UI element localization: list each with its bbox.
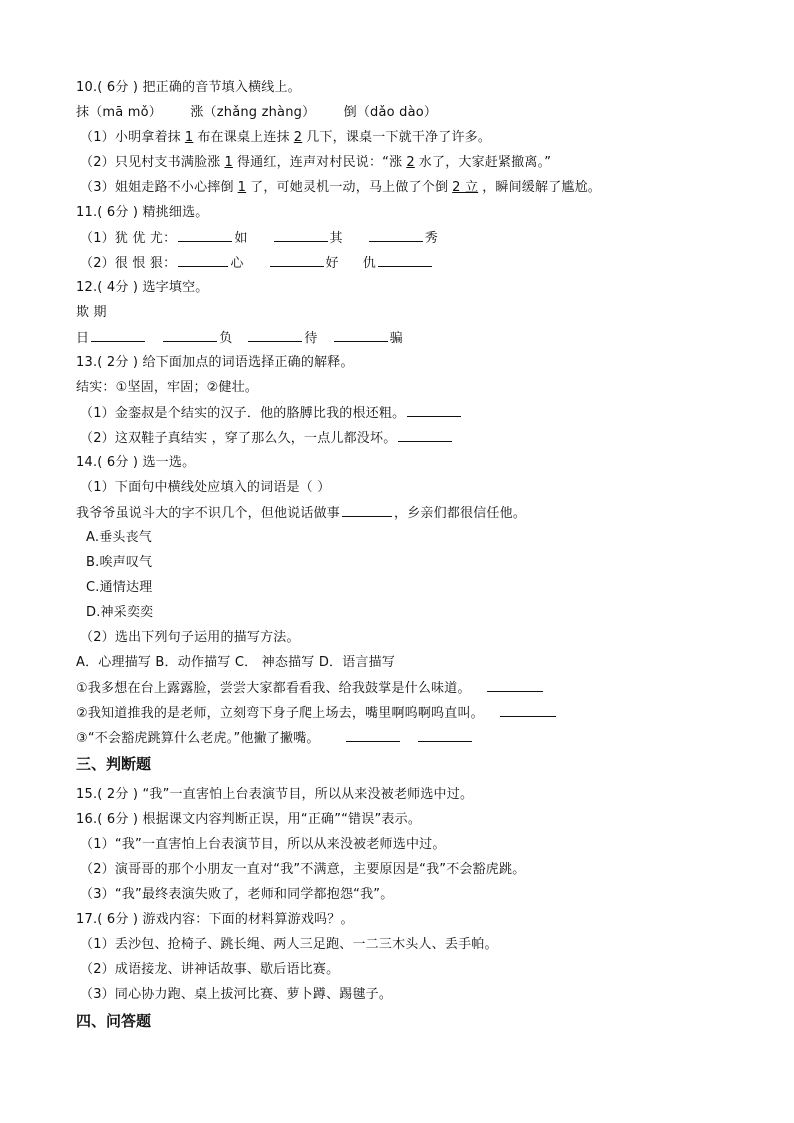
word: 如 [234, 231, 248, 246]
text: ③“不会豁虎跳算什么老虎。”他撇了撇嘴。 [76, 731, 320, 746]
word: 负 [219, 331, 233, 346]
q14-methods: A．心理描写 B．动作描写 C． 神态描写 D．语言描写 [76, 655, 396, 670]
word: 其 [329, 231, 343, 246]
text: 几下，课桌一下就干净了许多。 [306, 130, 492, 145]
text: 布在课桌上连抹 [197, 130, 290, 145]
text: ①我多想在台上露露脸，尝尝大家都看看我、给我鼓掌是什么味道。 [76, 681, 471, 696]
answer-blank[interactable] [487, 679, 543, 692]
q10-char-2: 涨（zhǎng zhàng） [190, 105, 316, 120]
section-3-title: 三、判断题 [76, 755, 152, 773]
answer-blank[interactable] [378, 254, 432, 267]
q10-char-1: 抹（mā mǒ） [76, 105, 162, 120]
q14-part-1: （1）下面句中横线处应填入的词语是（ ） [80, 480, 331, 495]
blank-2[interactable]: 2 [406, 155, 415, 170]
answer-blank[interactable] [346, 729, 400, 742]
answer-blank[interactable] [248, 329, 302, 342]
text: （1）金銮叔是个结实的汉子．他的胳膊比我的根还粗。 [80, 406, 406, 421]
q10-heading: 10.( 6分 ) 把正确的音节填入横线上。 [76, 80, 301, 95]
blank-2[interactable]: 2 立 [452, 180, 479, 195]
answer-blank[interactable] [369, 229, 423, 242]
blank-1[interactable]: 1 [184, 130, 194, 145]
q10-char-3: 倒（dǎo dào） [343, 105, 438, 120]
answer-blank[interactable] [163, 329, 217, 342]
blank-2[interactable]: 2 [293, 130, 303, 145]
answer-blank[interactable] [418, 729, 472, 742]
answer-blank[interactable] [342, 504, 392, 517]
q14-part-2: （2）选出下列句子运用的描写方法。 [80, 630, 300, 645]
q16-statement-1: （1）“我”一直害怕上台表演节目，所以从来没被老师选中过。 [80, 837, 446, 852]
answer-blank[interactable] [178, 229, 232, 242]
blank-1[interactable]: 1 [224, 155, 233, 170]
text: （1）小明拿着抹 [80, 130, 181, 145]
section-4-title: 四、问答题 [76, 1012, 152, 1030]
text: 我爷爷虽说斗大的字不识几个，但他说话做事 [76, 506, 341, 521]
q13-definition: 结实：①坚固，牢固；②健壮。 [76, 380, 259, 395]
text: （1）犹 优 尤： [80, 231, 177, 246]
word: 仇 [362, 256, 376, 271]
answer-blank[interactable] [334, 329, 388, 342]
q12-heading: 12.( 4分 ) 选字填空。 [76, 280, 209, 295]
q14-heading: 14.( 6分 ) 选一选。 [76, 455, 196, 470]
q10-sentence-2 [80, 154, 551, 172]
answer-blank[interactable] [398, 429, 452, 442]
q11-row-1 [80, 229, 438, 248]
text: ，乡亲们都很信任他。 [394, 506, 527, 521]
word: 心 [230, 256, 244, 271]
q14-method-sentence-1 [76, 679, 545, 698]
word: 好 [325, 256, 339, 271]
text: 水了，大家赶紧撤离。” [418, 155, 552, 170]
q14-option-d[interactable]: D.神采奕奕 [86, 605, 154, 620]
word: 待 [304, 331, 318, 346]
blank-1[interactable]: 1 [237, 180, 247, 195]
q13-sentence-1 [80, 404, 463, 423]
text: （2）很 恨 狠： [80, 256, 177, 271]
answer-blank[interactable] [91, 329, 145, 342]
q10-sentence-1 [80, 129, 491, 147]
q14-option-a[interactable]: A.垂头丧气 [86, 530, 152, 545]
answer-blank[interactable] [500, 704, 556, 717]
q14-method-sentence-2 [76, 704, 558, 723]
q12-char-options: 欺 期 [76, 305, 107, 320]
q14-option-b[interactable]: B.唉声叹气 [86, 555, 153, 570]
q15: 15.( 2分 ) “我”一直害怕上台表演节目，所以从来没被老师选中过。 [76, 787, 474, 802]
q12-row [76, 329, 403, 348]
q14-method-sentence-3 [76, 729, 474, 748]
text: ②我知道推我的是老师，立刻弯下身子爬上场去，嘴里啊呜啊呜直叫。 [76, 706, 484, 721]
text: 了，可她灵机一动，马上做了个倒 [250, 180, 449, 195]
q14-sentence [76, 504, 526, 523]
q16-statement-2: （2）演哥哥的那个小朋友一直对“我”不满意，主要原因是“我”不会豁虎跳。 [80, 862, 526, 877]
q17-item-1: （1）丢沙包、抢椅子、跳长绳、两人三足跑、一二三木头人、丢手帕。 [80, 937, 498, 952]
q13-heading: 13.( 2分 ) 给下面加点的词语选择正确的解释。 [76, 355, 354, 370]
q10-char-options [76, 104, 437, 122]
q11-heading: 11.( 6分 ) 精挑细选。 [76, 205, 209, 220]
q11-row-2 [80, 254, 434, 273]
text: （2）只见村支书满脸涨 [80, 155, 221, 170]
answer-blank[interactable] [178, 254, 228, 267]
word: 骗 [389, 331, 403, 346]
text: （3）姐姐走路不小心摔倒 [80, 180, 234, 195]
q17-item-3: （3）同心协力跑、桌上拔河比赛、萝卜蹲、踢毽子。 [80, 987, 393, 1002]
q17-heading: 17.( 6分 ) 游戏内容：下面的材料算游戏吗？。 [76, 912, 354, 927]
q17-item-2: （2）成语接龙、讲神话故事、歇后语比赛。 [80, 962, 340, 977]
text: 得通红，连声对村民说：“涨 [236, 155, 403, 170]
text: ，瞬间缓解了尴尬。 [482, 180, 601, 195]
answer-blank[interactable] [270, 254, 324, 267]
answer-blank[interactable] [274, 229, 328, 242]
word: 日 [76, 331, 90, 346]
text: （2）这双鞋子真结实 ，穿了那么久，一点儿都没坏。 [80, 431, 397, 446]
q14-option-c[interactable]: C.通情达理 [86, 580, 153, 595]
q13-sentence-2 [80, 429, 454, 448]
answer-blank[interactable] [407, 404, 461, 417]
q16-heading: 16.( 6分 ) 根据课文内容判断正误，用“正确”“错误”表示。 [76, 812, 422, 827]
q10-sentence-3 [80, 179, 601, 197]
word: 秀 [424, 231, 438, 246]
q16-statement-3: （3）“我”最终表演失败了，老师和同学都抱怨“我”。 [80, 887, 394, 902]
